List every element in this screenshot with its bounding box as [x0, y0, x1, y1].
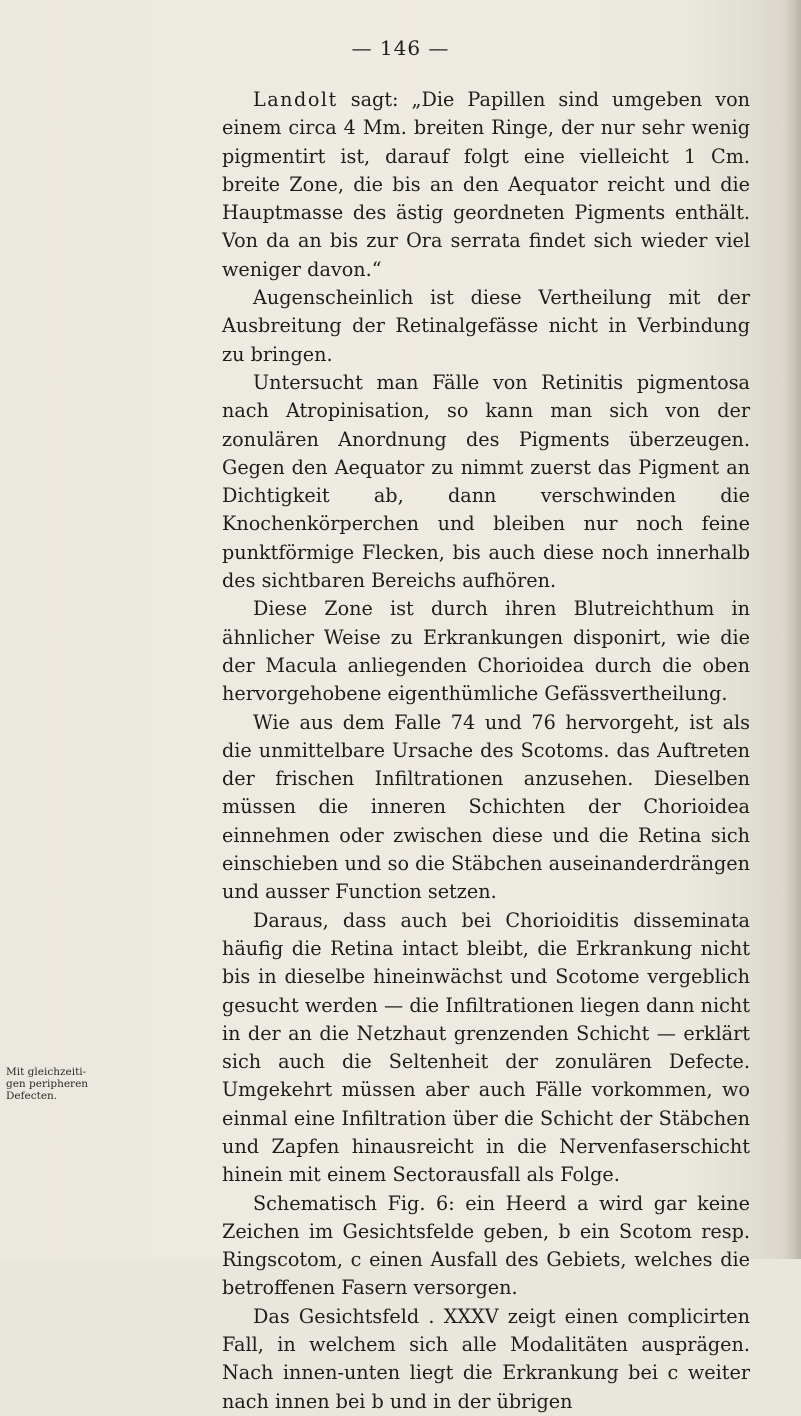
paragraph-5: Wie aus dem Falle 74 und 76 hervorgeht, ist als die unmittelbare Ursache des Scotoms. das Auftreten der frischen Infiltrationen anzusehen. Dieselben müssen die inneren Schichten der Chorioidea einnehmen oder zwischen diese und die Retina sich einschieben und so die Stäbchen auseinanderdrängen und ausser Function setzen.	[222, 710, 750, 904]
paragraph-8: Das Gesichtsfeld . XXXV zeigt einen complicirten Fall, in welchem sich alle Modalitäten ausprägen. Nach innen-unten liegt die Erkrankung bei c weiter nach innen bei b und in der übrigen	[222, 1304, 750, 1413]
page-edge-shadow	[783, 0, 801, 1259]
paragraph-1	[222, 86, 750, 284]
paragraph-7: Schematisch Fig. 6: ein Heerd a wird gar keine Zeichen im Gesichtsfelde geben, b ein Scotom resp. Ringscotom, c einen Ausfall des Gebiets, welches die betroffenen Fasern versorgen.	[222, 1191, 750, 1300]
paragraph-4: Diese Zone ist durch ihren Blutreichthum in ähnlicher Weise zu Erkrankungen disponirt, wie die der Macula anliegenden Chorioidea durch die oben hervorgehobene eigenthümliche Gefässvertheilung.	[222, 597, 750, 706]
marginal-note-line: gen peripheren	[6, 1078, 89, 1090]
body-text	[222, 86, 750, 1416]
paragraph-2: Augenscheinlich ist diese Vertheilung mit der Ausbreitung der Retinalgefässe nicht in Verbindung zu bringen.	[222, 286, 750, 366]
marginal-note	[6, 1066, 98, 1102]
marginal-note-line: Mit gleichzeiti-	[6, 1066, 87, 1078]
author-name: Landolt	[253, 88, 338, 111]
paragraph-text: sagt: „Die Papillen sind umgeben von einem circa 4 Mm. breiten Ringe, der nur sehr wenig pigmentirt ist, darauf folgt eine vielleicht 1 Cm. breite Zone, die bis an den Aequator reicht und die Hauptmasse des ästig geordneten Pigments enthält. Von da an bis zur Ora serrata findet sich wieder viel weniger davon.“	[222, 88, 750, 281]
paragraph-6: Daraus, dass auch bei Chorioiditis disseminata häufig die Retina intact bleibt, die Erkrankung nicht bis in dieselbe hineinwächst und Scotome vergeblich gesucht werden — die Infiltrationen liegen dann nicht in der an die Netzhaut grenzenden Schicht — erklärt sich auch die Seltenheit der zonulären Defecte. Umgekehrt müssen aber auch Fälle vorkommen, wo einmal eine Infiltration über die Schicht der Stäbchen und Zapfen hinausreicht in die Nervenfaserschicht hinein mit einem Sectorausfall als Folge.	[222, 908, 750, 1187]
page-number-header: — 146 —	[351, 36, 450, 60]
paragraph-3: Untersucht man Fälle von Retinitis pigmentosa nach Atropinisation, so kann man sich von der zonulären Anordnung des Pigments überzeugen. Gegen den Aequator zu nimmt zuerst das Pigment an Dichtigkeit ab, dann verschwinden die Knochenkörperchen und bleiben nur noch feine punktförmige Flecken, bis auch diese noch innerhalb des sichtbaren Bereichs aufhören.	[222, 370, 750, 593]
marginal-note-line: Defecten.	[6, 1090, 58, 1102]
